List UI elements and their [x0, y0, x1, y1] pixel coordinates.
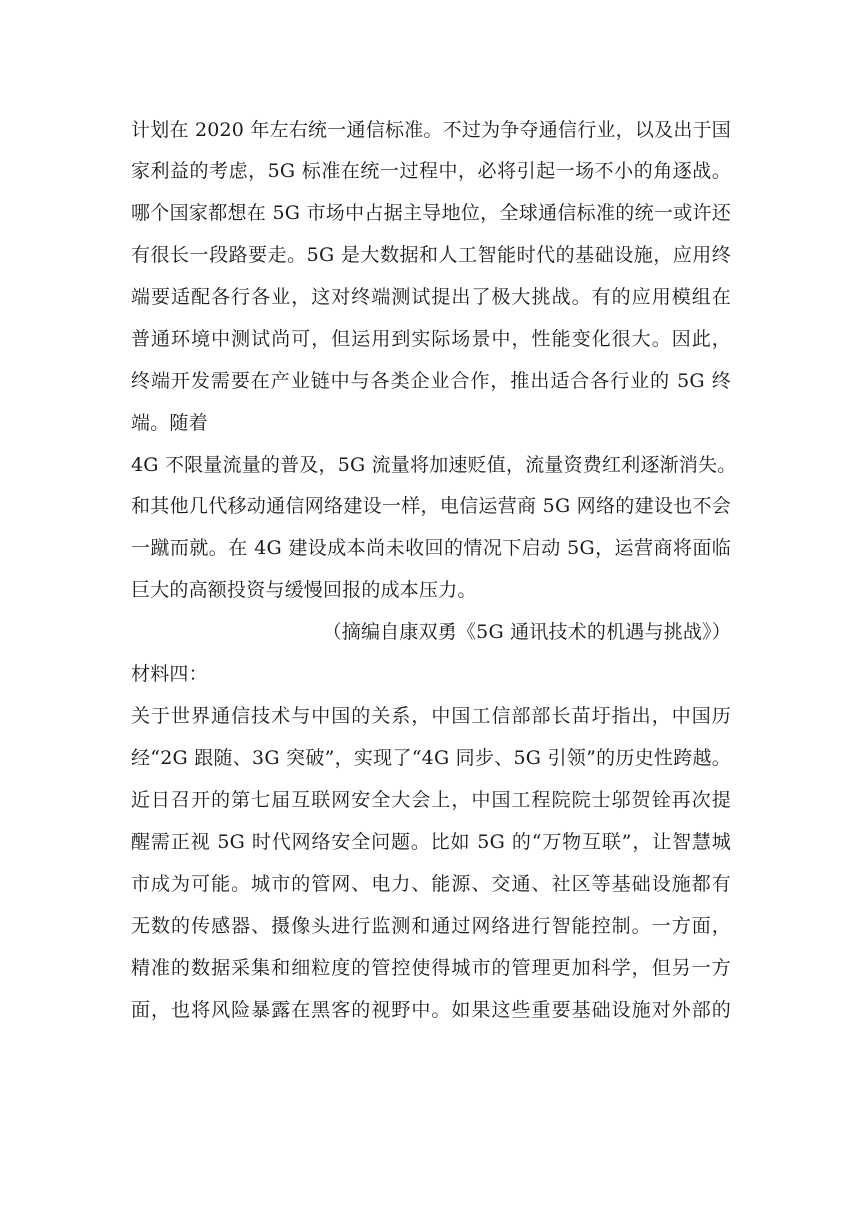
text-line: 端要适配各行各业，这对终端测试提出了极大挑战。有的应用模组在 [131, 286, 731, 308]
text-line: 4G 不限量流量的普及，5G 流量将加速贬值，流量资费红利逐渐消失。 [131, 454, 737, 476]
text-line: 市成为可能。城市的管网、电力、能源、交通、社区等基础设施都有 [131, 873, 731, 895]
text-line: 有很长一段路要走。5G 是大数据和人工智能时代的基础设施，应用终 [131, 244, 731, 266]
text-line: 终端开发需要在产业链中与各类企业合作，推出适合各行业的 5G 终 [131, 370, 731, 392]
text-line: 家利益的考虑，5G 标准在统一过程中，必将引起一场不小的角逐战。 [131, 160, 731, 182]
text-line: 和其他几代移动通信网络建设一样，电信运营商 5G 网络的建设也不会 [131, 495, 731, 517]
text-line: 计划在 2020 年左右统一通信标准。不过为争夺通信行业，以及出于国 [131, 119, 731, 141]
text-line: 端。随着 [131, 412, 208, 434]
text-line: 巨大的高额投资与缓慢回报的成本压力。 [131, 579, 477, 601]
text-line: 面，也将风险暴露在黑客的视野中。如果这些重要基础设施对外部的 [131, 999, 731, 1021]
text-line: 普通环境中测试尚可，但运用到实际场景中，性能变化很大。因此， [131, 328, 731, 350]
text-line: 醒需正视 5G 时代网络安全问题。比如 5G 的“万物互联”，让智慧城 [131, 831, 731, 853]
text-line: 关于世界通信技术与中国的关系，中国工信部部长苗圩指出，中国历 [131, 705, 731, 727]
source-citation: （摘编自康双勇《5G 通讯技术的机遇与挑战》） [322, 621, 731, 643]
text-line: 无数的传感器、摄像头进行监测和通过网络进行智能控制。一方面， [131, 915, 731, 937]
section-heading: 材料四： [131, 663, 208, 685]
text-line: 精准的数据采集和细粒度的管控使得城市的管理更加科学，但另一方 [131, 957, 731, 979]
text-line: 哪个国家都想在 5G 市场中占据主导地位，全球通信标准的统一或许还 [131, 202, 731, 224]
text-line: 经“2G 跟随、3G 突破”，实现了“4G 同步、5G 引领”的历史性跨越。 [131, 747, 731, 769]
text-line: 一蹴而就。在 4G 建设成本尚未收回的情况下启动 5G，运营商将面临 [131, 537, 731, 559]
text-line: 近日召开的第七届互联网安全大会上，中国工程院院士邬贺铨再次提 [131, 789, 731, 811]
